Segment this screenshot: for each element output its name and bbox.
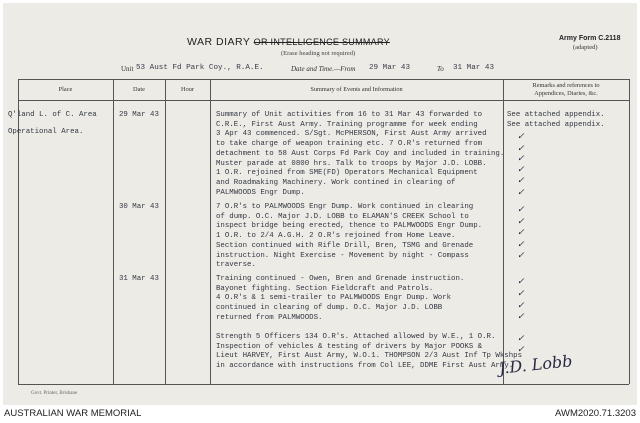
date-cell: 30 Mar 43 xyxy=(119,203,159,211)
summary-line: detachment to 58 Aust Corps Fd Park Coy and included in training. xyxy=(216,149,505,158)
handwritten-tick-mark: ✓ xyxy=(517,187,525,197)
handwritten-tick-mark: ✓ xyxy=(517,288,525,298)
summary-line: Section continued with Rifle Drill, Bren, TSMG and Grenade xyxy=(216,241,474,250)
handwritten-tick-mark: ✓ xyxy=(517,153,525,163)
col-header-summary: Summary of Events and Information xyxy=(310,86,403,93)
date-from-label: Date and Time.—From xyxy=(291,65,356,73)
date-cell: 29 Mar 43 xyxy=(119,111,159,119)
summary-line: of dump. O.C. Major J.D. LOBB to ELAMAN'S CREEK School to xyxy=(216,212,469,221)
date-from-value: 29 Mar 43 xyxy=(369,64,411,72)
summary-line: Lieut HARVEY, First Aust Army, W.O.1. THOMPSON 2/3 Aust Inf Tp Wkshps xyxy=(216,352,523,361)
handwritten-tick-mark: ✓ xyxy=(517,333,525,343)
column-rule xyxy=(503,79,504,384)
handwritten-tick-mark: ✓ xyxy=(517,164,525,174)
col-header-remarks-2: Appendices, Diaries, &c. xyxy=(534,90,598,97)
printer-imprint: Govt. Printer, Brisbane xyxy=(31,391,78,396)
summary-line: Strength 5 Officers 134 O.R's. Attached allowed by W.E., 1 O.R. xyxy=(216,333,496,341)
column-rule xyxy=(210,79,211,384)
diary-sheet xyxy=(3,3,637,405)
handwritten-tick-mark: ✓ xyxy=(517,131,525,141)
handwritten-tick-mark: ✓ xyxy=(517,311,525,321)
summary-line: Bayonet fighting. Section Fieldcraft and Patrols. xyxy=(216,284,434,293)
place-cell: Q'land L. of C. Area xyxy=(8,111,97,119)
footer-accession-number: AWM2020.71.3203 xyxy=(555,408,636,419)
col-header-hour: Hour xyxy=(181,86,194,93)
column-rule xyxy=(113,79,114,384)
table-bottom-rule xyxy=(18,384,629,385)
summary-line: PALMWOODS Engr Dump. xyxy=(216,188,305,197)
unit-label: Unit xyxy=(121,65,134,73)
summary-line: Inspection of vehicles & testing of drivers by Major POOKS & xyxy=(216,342,483,351)
date-cell: 31 Mar 43 xyxy=(119,275,159,283)
summary-line: in accordance with instructions from Col LEE, DDME First Aust Army. xyxy=(216,362,514,371)
summary-line: traverse. xyxy=(216,261,256,270)
document-title xyxy=(187,36,390,48)
summary-line: Training continued - Owen, Bren and Grenade instruction. xyxy=(216,275,465,283)
handwritten-tick-mark: ✓ xyxy=(517,300,525,310)
summary-line: and Roadmaking Machinery. Work contined in clearing of xyxy=(216,178,456,187)
handwritten-tick-mark: ✓ xyxy=(517,204,525,214)
table-header-rule xyxy=(18,100,629,101)
handwritten-tick-mark: ✓ xyxy=(517,143,525,153)
summary-line: 1 O.R. to 2/4 A.G.H. 2 O.R's rejoined from Home Leave. xyxy=(216,232,456,241)
summary-line: C.R.E., First Aust Army. Training programme for week ending xyxy=(216,120,478,129)
title-main: WAR DIARY xyxy=(187,36,251,48)
summary-line: returned from PALMWOODS. xyxy=(216,313,323,322)
handwritten-tick-mark: ✓ xyxy=(517,227,525,237)
column-rule xyxy=(165,79,166,384)
summary-line: Summary of Unit activities from 16 to 31 Mar 43 forwarded to xyxy=(216,111,483,119)
remarks-cell: See attached appendix. xyxy=(507,111,605,119)
handwritten-tick-mark: ✓ xyxy=(517,276,525,286)
unit-value: 53 Aust Fd Park Coy., R.A.E. xyxy=(136,64,264,72)
summary-line: continued in clearing of dump. O.C. Major J.D. LOBB xyxy=(216,304,443,313)
summary-line: instruction. Night Exercise - Movement by night - Compass xyxy=(216,251,469,260)
col-header-place: Place xyxy=(58,86,73,93)
summary-line: Muster parade at 0800 hrs. Talk to troops by Major J.D. LOBB. xyxy=(216,159,487,168)
commander-signature: J.D. Lobb xyxy=(498,351,574,378)
column-rule xyxy=(629,79,630,384)
remarks-cell: See attached appendix. xyxy=(507,120,605,129)
form-number: Army Form C.2118 xyxy=(559,35,621,42)
col-header-remarks: Remarks and references to xyxy=(532,82,600,89)
footer-institution: AUSTRALIAN WAR MEMORIAL xyxy=(4,408,142,419)
handwritten-tick-mark: ✓ xyxy=(517,344,525,354)
table-top-rule xyxy=(18,79,629,80)
col-header-date: Date xyxy=(133,86,145,93)
date-to-value: 31 Mar 43 xyxy=(453,64,495,72)
title-struck-text: OR INTELLIGENCE SUMMARY xyxy=(253,37,390,47)
summary-line: 4 O.R's & 1 semi-trailer to PALMWOODS Engr Dump. Work xyxy=(216,294,452,303)
handwritten-tick-mark: ✓ xyxy=(517,175,525,185)
summary-line: 1 O.R. rejoined from SME(FD) Operators Mechanical Equipment xyxy=(216,169,478,178)
handwritten-tick-mark: ✓ xyxy=(517,216,525,226)
summary-line: 7 O.R's to PALMWOODS Engr Dump. Work continued in clearing xyxy=(216,203,474,211)
place-cell: Operational Area. xyxy=(8,128,84,136)
date-to-label: To xyxy=(437,65,444,73)
summary-line: inspect bridge being erected, thence to PALMWOODS Engr Dump. xyxy=(216,222,483,231)
column-rule xyxy=(18,79,19,384)
form-adapted-note: (adapted) xyxy=(573,44,598,51)
handwritten-tick-mark: ✓ xyxy=(517,239,525,249)
erase-note: (Erase heading not required) xyxy=(281,50,356,57)
handwritten-tick-mark: ✓ xyxy=(517,250,525,260)
summary-line: 3 Apr 43 commenced. S/Sgt. McPHERSON, First Aust Army arrived xyxy=(216,130,487,139)
summary-line: to take charge of weapon training etc. 7 O.R's returned from xyxy=(216,140,483,149)
